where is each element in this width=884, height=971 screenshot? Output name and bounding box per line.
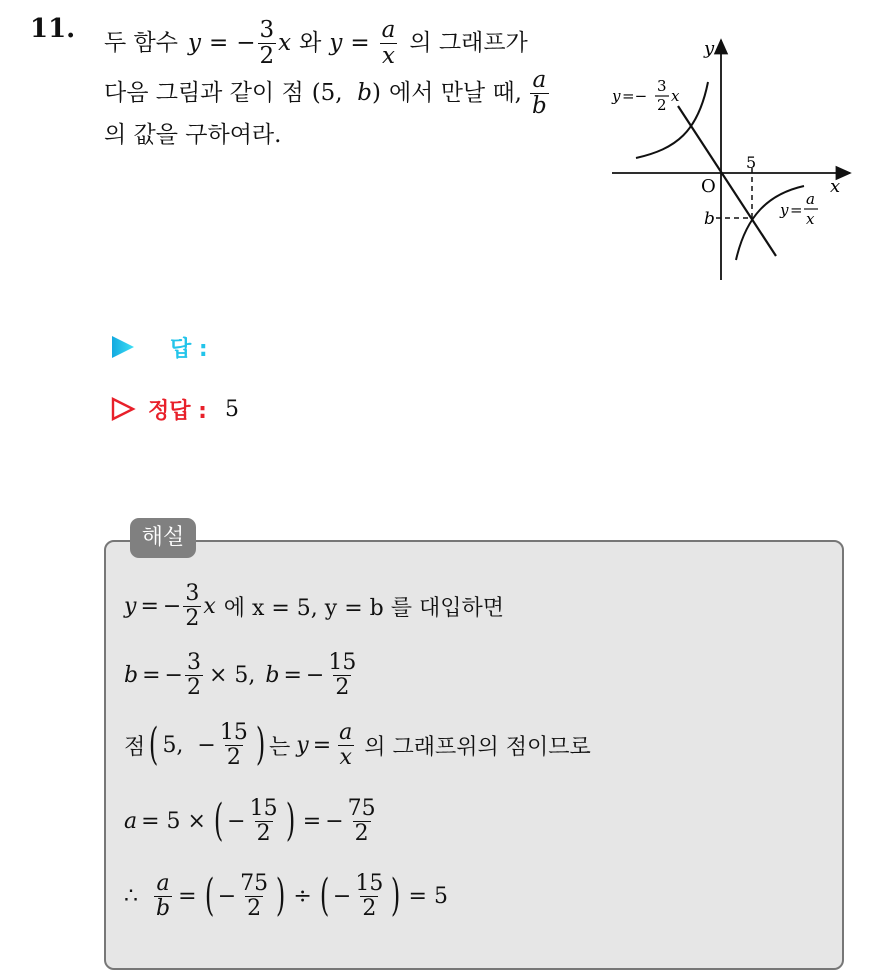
problem-line-2: 다음 그림과 같이 점 (5, b) 에서 만날 때, $\frac{a}{b}$	[104, 67, 547, 119]
solution-line3-post: 의 그래프위의 점이므로	[364, 734, 591, 760]
correct-answer-row	[110, 392, 239, 426]
svg-text:y: y	[780, 201, 789, 219]
problem-line1-mid: 와	[299, 29, 322, 56]
fraction-a-b: $\frac{a}{b}$	[531, 67, 547, 119]
linear-function-line	[678, 106, 776, 256]
solution-line3-pre: 점	[124, 734, 146, 760]
solution-line3-mid: 는	[269, 734, 291, 760]
problem-number: 11.	[30, 14, 76, 44]
solution-line-4: a = 5 × ( − $\frac{15}{2}$ ) = − $\frac{75}{2}$	[124, 795, 376, 846]
fraction-3-2: $\frac{3}{2}$	[259, 17, 275, 69]
problem-line1-post: 의 그래프가	[409, 29, 528, 56]
therefore-symbol: ∴	[124, 883, 138, 909]
solution-line-3: 점 ( 5, − $\frac{15}{2}$ ) 는 y = $\frac{a}{x}$ 의 그래프위의 점이므로	[124, 719, 591, 770]
svg-text:=−: =−	[622, 87, 648, 105]
svg-text:x: x	[806, 210, 815, 228]
problem-line1-pre: 두 함수	[104, 29, 178, 56]
problem-line-3: 의 값을 구하여라.	[104, 122, 282, 148]
fraction-a-x: $\frac{a}{x}$	[381, 17, 396, 69]
y-axis-label: y	[704, 38, 715, 59]
play-triangle-icon	[110, 334, 136, 360]
problem-line2-post: 에서 만날 때,	[388, 79, 522, 106]
solution-line-2: b = − $\frac{3}{2}$ × 5, b = − $\frac{15}{2}$	[124, 650, 357, 700]
origin-label: O	[701, 176, 716, 197]
problem-line-1: 두 함수 y = − $\frac{3}{2}$ x 와 y = $\frac{a}{x}$ 의 그래프가	[104, 17, 528, 69]
x-axis-label: x	[830, 176, 841, 197]
solution-line1-text: 에 x = 5, y = b 를 대입하면	[223, 595, 504, 621]
line-label	[611, 77, 680, 114]
svg-text:a: a	[806, 190, 815, 208]
svg-text:3: 3	[657, 77, 667, 95]
problem-line2-pre: 다음 그림과 같이 점	[104, 79, 304, 106]
svg-text:=: =	[790, 201, 803, 219]
hyperbola-branch-lower-right	[736, 186, 804, 260]
curve-label	[779, 190, 818, 228]
function-graph	[606, 34, 862, 286]
tick-y-label: b	[704, 209, 715, 229]
solution-line-5: ∴ $\frac{a}{b}$ = ( − $\frac{75}{2}$ ) ÷ ( − $\frac{15}{2}$ ) = 5	[124, 870, 448, 921]
svg-text:x: x	[671, 87, 680, 105]
correct-answer-value: 5	[224, 396, 239, 422]
solution-tag: 해설	[130, 518, 196, 558]
svg-text:2: 2	[657, 96, 667, 114]
solution-line-1: y = − $\frac{3}{2}$ x 에 x = 5, y = b 를 대입하면	[124, 581, 504, 631]
outline-triangle-icon	[110, 396, 136, 422]
answer-row	[110, 330, 220, 364]
correct-answer-label: 정답 :	[148, 398, 207, 424]
tick-x-label: 5	[746, 153, 757, 172]
answer-label: 답 :	[170, 336, 208, 362]
svg-text:y: y	[612, 87, 621, 105]
